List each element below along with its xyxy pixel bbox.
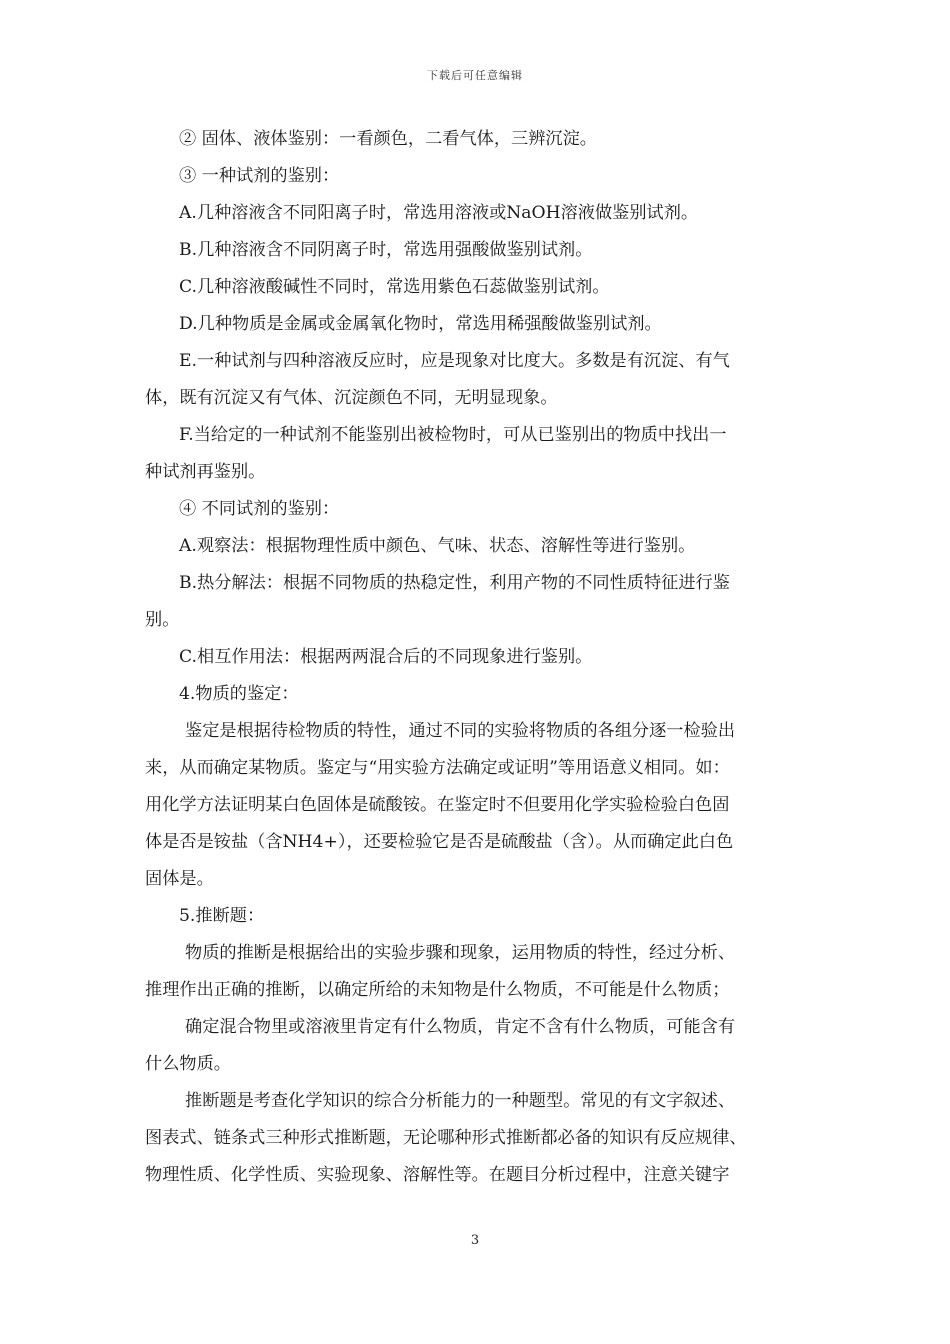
text-line: F.当给定的一种试剂不能鉴别出被检物时，可从已鉴别出的物质中找出一 [179,425,727,445]
text-line: A.观察法：根据物理性质中颜色、气味、状态、溶解性等进行鉴别。 [179,536,696,556]
text-line: 别。 [145,610,180,630]
text-line: A.几种溶液含不同阳离子时，常选用溶液或NaOH溶液做鉴别试剂。 [179,203,699,223]
text-line: 推理作出正确的推断，以确定所给的未知物是什么物质，不可能是什么物质； [145,980,730,1000]
text-line: 鉴定是根据待检物质的特性，通过不同的实验将物质的各组分逐一检验出 [185,721,736,741]
text-line: ④ 不同试剂的鉴别： [179,499,340,519]
text-line: 用化学方法证明某白色固体是硫酸铵。在鉴定时不但要用化学实验检验白色固 [145,795,730,815]
text-line: C.几种溶液酸碱性不同时，常选用紫色石蕊做鉴别试剂。 [179,277,610,297]
text-line: 种试剂再鉴别。 [145,462,266,482]
document-body [145,121,810,1194]
text-line: E.一种试剂与四种溶液反应时，应是现象对比度大。多数是有沉淀、有气 [179,351,730,371]
text-line: ② 固体、液体鉴别：一看颜色，二看气体，三辨沉淀。 [179,129,597,149]
text-line: 体，既有沉淀又有气体、沉淀颜色不同，无明显现象。 [145,388,558,408]
text-line: D.几种物质是金属或金属氧化物时，常选用稀强酸做鉴别试剂。 [179,314,662,334]
page-number: 3 [470,1233,480,1248]
text-line: 来，从而确定某物质。鉴定与“用实验方法确定或证明”等用语意义相同。如： [145,758,730,778]
text-line: 物理性质、化学性质、实验现象、溶解性等。在题目分析过程中，注意关键字 [145,1165,730,1185]
page-header: 下载后可任意编辑 [427,69,523,82]
text-line: C.相互作用法：根据两两混合后的不同现象进行鉴别。 [179,647,593,667]
text-line: 体是否是铵盐（含NH4+），还要检验它是否是硫酸盐（含）。从而确定此白色 [145,832,734,852]
text-line: 固体是。 [145,869,214,889]
text-line: B.热分解法：根据不同物质的热稳定性，利用产物的不同性质特征进行鉴 [179,573,730,593]
text-line: 确定混合物里或溶液里肯定有什么物质，肯定不含有什么物质，可能含有 [185,1017,736,1037]
text-line: B.几种溶液含不同阴离子时，常选用强酸做鉴别试剂。 [179,240,593,260]
text-line: 5.推断题： [179,906,265,926]
text-line: 推断题是考查化学知识的综合分析能力的一种题型。常见的有文字叙述、 [185,1091,736,1111]
text-line: 图表式、链条式三种形式推断题，无论哪种形式推断都必备的知识有反应规律、 [145,1128,747,1148]
text-line: 什么物质。 [145,1054,231,1074]
text-line: ③ 一种试剂的鉴别： [179,166,340,186]
text-line: 4.物质的鉴定： [179,684,299,704]
text-line: 物质的推断是根据给出的实验步骤和现象，运用物质的特性，经过分析、 [185,943,736,963]
